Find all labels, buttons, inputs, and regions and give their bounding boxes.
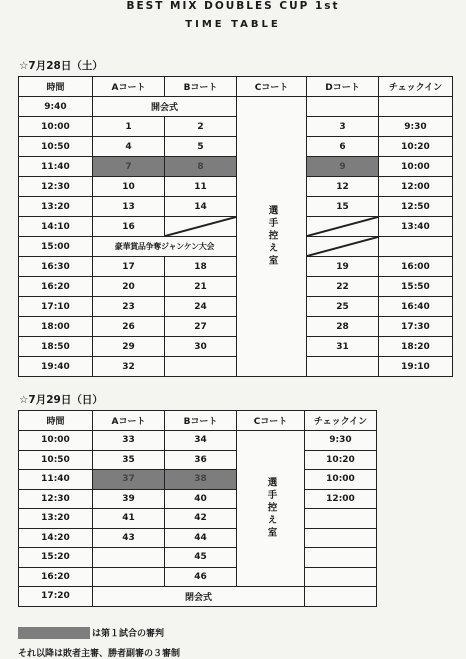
court-b-cell (165, 357, 237, 377)
checkin-cell (305, 567, 377, 587)
table-row (19, 157, 453, 177)
time-cell: 18:00 (19, 317, 93, 337)
court-d-empty-cell (307, 217, 379, 237)
checkin-cell (305, 509, 377, 529)
court-b-cell: 44 (165, 528, 237, 548)
table-row (19, 431, 377, 451)
checkin-cell: 18:20 (379, 337, 453, 357)
time-cell: 11:40 (19, 470, 93, 490)
diagonal-line (165, 217, 236, 236)
page-title: BEST MIX DOUBLES CUP 1st (126, 0, 340, 12)
table-row (19, 257, 453, 277)
time-cell: 14:20 (19, 528, 93, 548)
table-header-row (19, 411, 377, 431)
checkin-cell: 10:00 (379, 157, 453, 177)
time-cell: 19:40 (19, 357, 93, 377)
table-row (19, 509, 377, 529)
court-a-cell: 23 (93, 297, 165, 317)
col-header-court-b: Bコート (165, 77, 237, 97)
court-a-cell: 20 (93, 277, 165, 297)
time-cell: 18:50 (19, 337, 93, 357)
col-header-checkin: チェックイン (379, 77, 453, 97)
day2-date: ☆7月29日（日） (19, 394, 103, 406)
col-header-court-c: Cコート (237, 77, 307, 97)
time-cell: 10:00 (19, 117, 93, 137)
table-row (19, 470, 377, 490)
table-row (19, 337, 453, 357)
opening-ceremony-cell: 開会式 (93, 97, 237, 117)
court-a-cell: 29 (93, 337, 165, 357)
court-a-cell: 1 (93, 117, 165, 137)
time-cell: 16:30 (19, 257, 93, 277)
checkin-cell: 15:50 (379, 277, 453, 297)
checkin-cell: 12:00 (379, 177, 453, 197)
court-a-cell: 16 (93, 217, 165, 237)
time-cell: 11:40 (19, 157, 93, 177)
time-cell: 9:40 (19, 97, 93, 117)
court-a-cell: 39 (93, 489, 165, 509)
court-b-cell: 46 (165, 567, 237, 587)
court-a-cell: 17 (93, 257, 165, 277)
court-d-cell: 12 (307, 177, 379, 197)
time-cell: 17:10 (19, 297, 93, 317)
court-b-cell: 2 (165, 117, 237, 137)
time-cell: 13:20 (19, 509, 93, 529)
col-header-court-b: Bコート (165, 411, 237, 431)
court-d-empty-cell (307, 237, 379, 257)
time-cell: 16:20 (19, 567, 93, 587)
table-row (19, 97, 453, 117)
checkin-cell (305, 528, 377, 548)
court-b-empty-cell (165, 217, 237, 237)
day1-date: ☆7月28日（土） (19, 60, 103, 72)
col-header-time: 時間 (19, 411, 93, 431)
table-row (19, 237, 453, 257)
court-a-cell: 4 (93, 137, 165, 157)
court-a-cell: 13 (93, 197, 165, 217)
time-cell: 10:50 (19, 450, 93, 470)
time-cell: 15:00 (19, 237, 93, 257)
table-row (19, 587, 377, 607)
court-d-cell-referee: 9 (307, 157, 379, 177)
waiting-room-cell: 選手控え室 (237, 97, 307, 377)
col-header-court-a: Aコート (93, 411, 165, 431)
time-cell: 12:30 (19, 489, 93, 509)
table-row (19, 567, 377, 587)
checkin-cell (305, 548, 377, 568)
court-a-cell (93, 567, 165, 587)
closing-ceremony-cell: 閉会式 (93, 587, 305, 607)
court-b-cell: 18 (165, 257, 237, 277)
court-d-cell: 25 (307, 297, 379, 317)
court-d-cell: 19 (307, 257, 379, 277)
checkin-cell: 13:40 (379, 217, 453, 237)
court-d-cell (307, 357, 379, 377)
table-row (19, 117, 453, 137)
col-header-court-a: Aコート (93, 77, 165, 97)
time-cell: 17:20 (19, 587, 93, 607)
table-header-row (19, 77, 453, 97)
col-header-time: 時間 (19, 77, 93, 97)
court-a-cell-referee: 7 (93, 157, 165, 177)
court-a-cell: 26 (93, 317, 165, 337)
court-b-cell: 40 (165, 489, 237, 509)
checkin-cell: 16:00 (379, 257, 453, 277)
court-b-cell: 34 (165, 431, 237, 451)
col-header-court-c: Cコート (237, 411, 305, 431)
court-b-cell-referee: 8 (165, 157, 237, 177)
checkin-cell: 10:20 (379, 137, 453, 157)
court-a-cell: 43 (93, 528, 165, 548)
time-cell: 15:20 (19, 548, 93, 568)
court-b-cell: 36 (165, 450, 237, 470)
table-row (19, 297, 453, 317)
time-cell: 12:30 (19, 177, 93, 197)
court-b-cell: 5 (165, 137, 237, 157)
page-subtitle: TIME TABLE (185, 19, 281, 30)
diagonal-line (307, 217, 378, 236)
diagonal-line (307, 237, 378, 256)
table-row (19, 217, 453, 237)
legend-note: それ以降は敗者主審、勝者副審の３審制 (18, 649, 181, 659)
court-a-cell: 32 (93, 357, 165, 377)
table-row (19, 450, 377, 470)
checkin-cell: 9:30 (305, 431, 377, 451)
court-d-cell: 6 (307, 137, 379, 157)
legend-text: は第１試合の審判 (92, 629, 165, 639)
court-b-cell: 27 (165, 317, 237, 337)
time-cell: 10:50 (19, 137, 93, 157)
checkin-cell (379, 97, 453, 117)
court-a-cell (93, 548, 165, 568)
court-d-cell: 22 (307, 277, 379, 297)
court-b-cell: 45 (165, 548, 237, 568)
court-d-cell: 31 (307, 337, 379, 357)
col-header-checkin: チェックイン (305, 411, 377, 431)
time-cell: 16:20 (19, 277, 93, 297)
time-cell: 13:20 (19, 197, 93, 217)
table-row (19, 317, 453, 337)
checkin-cell: 17:30 (379, 317, 453, 337)
court-b-cell-referee: 38 (165, 470, 237, 490)
day1-timetable (18, 76, 453, 377)
court-d-cell: 28 (307, 317, 379, 337)
checkin-cell: 16:40 (379, 297, 453, 317)
legend (18, 626, 164, 639)
legend-swatch (18, 627, 90, 639)
court-b-cell: 24 (165, 297, 237, 317)
checkin-cell (305, 587, 377, 607)
table-row (19, 548, 377, 568)
table-row (19, 357, 453, 377)
court-a-cell: 10 (93, 177, 165, 197)
checkin-cell: 10:20 (305, 450, 377, 470)
court-a-cell: 41 (93, 509, 165, 529)
checkin-cell: 9:30 (379, 117, 453, 137)
table-row (19, 277, 453, 297)
table-row (19, 489, 377, 509)
court-a-cell: 35 (93, 450, 165, 470)
court-b-cell: 21 (165, 277, 237, 297)
court-d-cell (307, 97, 379, 117)
table-row (19, 528, 377, 548)
court-b-cell: 11 (165, 177, 237, 197)
court-b-cell: 42 (165, 509, 237, 529)
table-row (19, 197, 453, 217)
col-header-court-d: Dコート (307, 77, 379, 97)
table-row (19, 177, 453, 197)
day2-timetable (18, 410, 377, 607)
time-cell: 10:00 (19, 431, 93, 451)
court-d-cell: 3 (307, 117, 379, 137)
table-row (19, 137, 453, 157)
checkin-cell: 10:00 (305, 470, 377, 490)
court-a-cell: 33 (93, 431, 165, 451)
court-b-cell: 30 (165, 337, 237, 357)
court-b-cell: 14 (165, 197, 237, 217)
court-d-cell: 15 (307, 197, 379, 217)
checkin-cell: 19:10 (379, 357, 453, 377)
checkin-cell: 12:00 (305, 489, 377, 509)
checkin-cell (379, 237, 453, 257)
waiting-room-cell: 選手控え室 (237, 431, 305, 587)
checkin-cell: 12:50 (379, 197, 453, 217)
janken-event-cell: 豪華賞品争奪ジャンケン大会 (93, 237, 237, 257)
time-cell: 14:10 (19, 217, 93, 237)
court-a-cell-referee: 37 (93, 470, 165, 490)
